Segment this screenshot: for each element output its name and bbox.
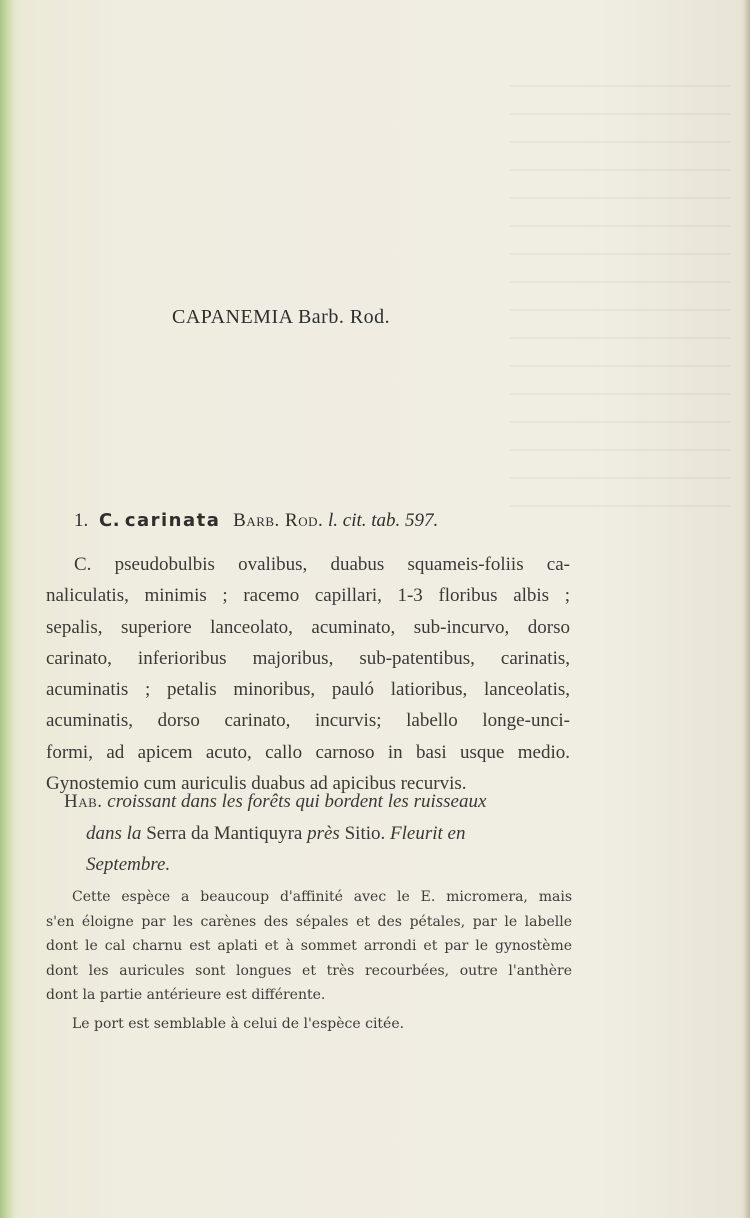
species-number: 1. xyxy=(74,510,89,531)
habitat-text: Septembre. xyxy=(86,854,171,875)
species-reference: l. cit. tab. 597. xyxy=(328,510,439,531)
note-line: dont le cal charnu est aplati et à sommet arrondi et par le gynostème xyxy=(46,938,572,955)
habitat-text: Fleurit en xyxy=(390,822,466,844)
note-line: Le port est semblable à celui de l'espèce citée. xyxy=(72,1015,405,1032)
habitat-text: près xyxy=(307,822,340,844)
species-epithet: carinata xyxy=(124,510,221,531)
latin-description xyxy=(46,549,570,799)
note-line: dont les auricules sont longues et très recourbées, outre l'anthère xyxy=(46,962,572,979)
description-line: acuminatis ; petalis minoribus, pauló latioribus, lanceolatis, xyxy=(46,679,570,701)
habitat-text: croissant dans les forêts qui bordent les ruisseaux xyxy=(107,791,487,812)
species-genus: C. xyxy=(99,510,121,531)
habitat-place: Serra da Mantiquyra xyxy=(146,822,303,844)
habitat-line xyxy=(64,849,572,881)
description-line: C. pseudobulbis ovalibus, duabus squameis-foliis ca- xyxy=(74,554,570,575)
description-line: sepalis, superiore lanceolato, acuminato, sub-incurvo, dorso xyxy=(46,616,570,638)
page-binding-edge xyxy=(0,0,14,1218)
species-title xyxy=(74,510,438,532)
note-line: dont la partie antérieure est différente. xyxy=(46,987,326,1004)
description-line: naliculatis, minimis ; racemo capillari, 1-3 floribus albis ; xyxy=(46,585,570,607)
habitat-line xyxy=(64,818,572,850)
description-line: formi, ad apicem acuto, callo carnoso in basi usque medio. xyxy=(46,741,570,763)
species-author: Barb. Rod. xyxy=(233,510,324,531)
french-note xyxy=(46,885,572,1037)
habitat-paragraph xyxy=(64,786,572,881)
note-line: s'en éloigne par les carènes des sépales et des pétales, par le labelle xyxy=(46,913,572,930)
description-line: carinato, inferioribus majoribus, sub-patentibus, carinatis, xyxy=(46,647,570,669)
show-through-text xyxy=(510,85,730,525)
description-line: acuminatis, dorso carinato, incurvis; labello longe-unci- xyxy=(46,710,570,732)
description-line: Gynostemio cum auriculis duabus ad apicibus recurvis. xyxy=(46,773,467,795)
note-line: Cette espèce a beaucoup d'affinité avec le E. micromera, mais xyxy=(72,889,572,905)
habitat-place: Sitio. xyxy=(344,822,386,844)
habitat-line xyxy=(64,786,572,818)
genus-heading: CAPANEMIA Barb. Rod. xyxy=(172,306,391,328)
habitat-label: Hab. xyxy=(64,791,103,812)
page-right-edge xyxy=(744,0,750,1218)
habitat-text: dans la xyxy=(86,822,142,844)
